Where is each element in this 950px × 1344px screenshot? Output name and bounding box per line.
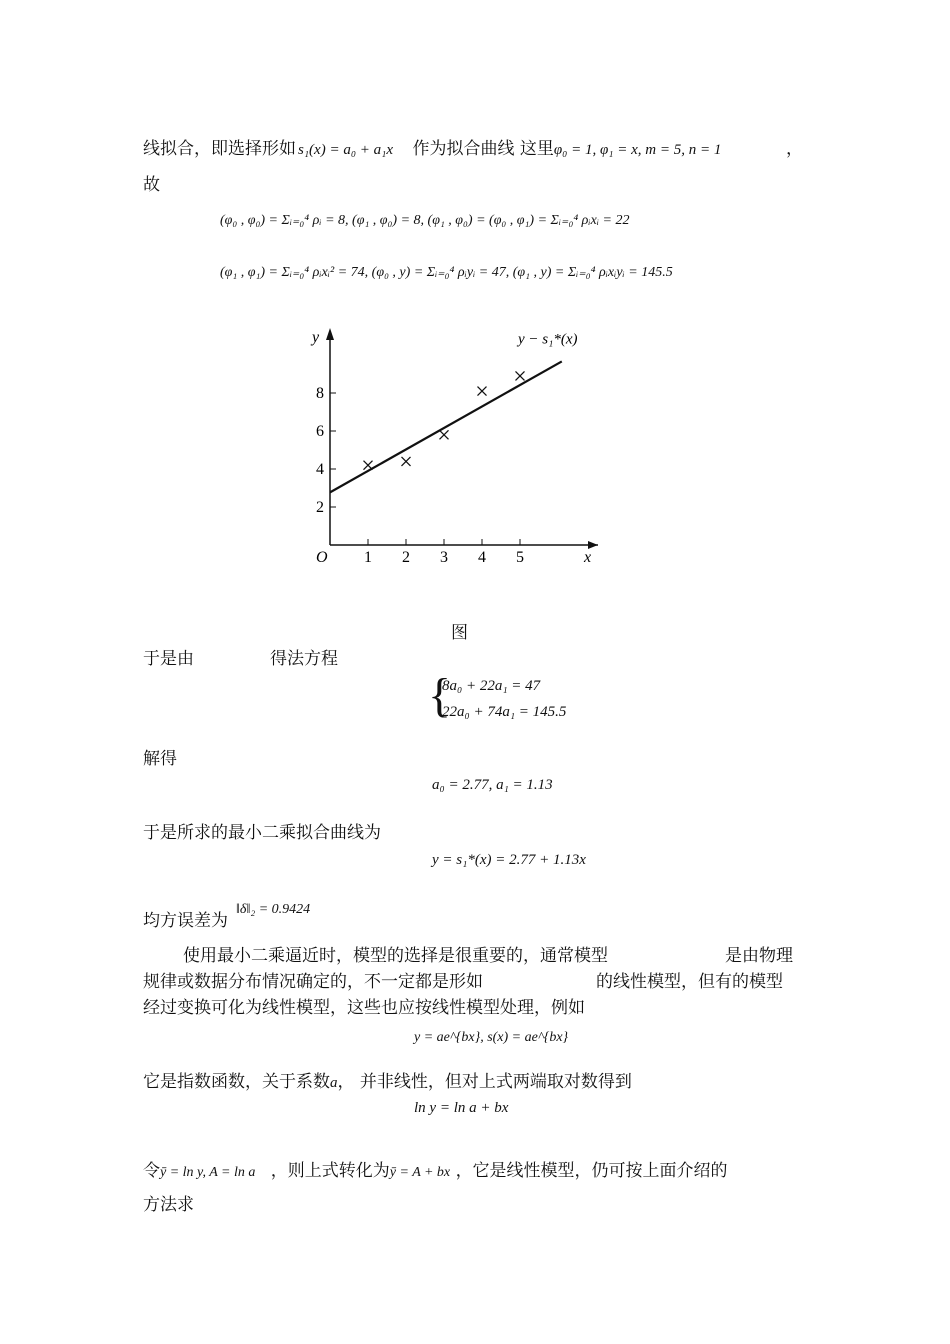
exp-text-b: ， 并非线性，但对上式两端取对数得到 [337, 1072, 632, 1092]
intro-lead: 线拟合，即选择形如 [143, 139, 296, 159]
final-d: 方法求 [143, 1195, 194, 1215]
error-label: 均方误差为 [143, 911, 228, 931]
exp-model: y = ae^{bx}, s(x) = ae^{bx} [414, 1030, 569, 1045]
fit-line-label: y − s₁*(x) [518, 331, 578, 348]
y-tick-label: 2 [316, 499, 324, 516]
x-axis-label: x [584, 549, 592, 566]
curve-equation: y = s₁*(x) = 2.77 + 1.13x [432, 852, 586, 868]
intro-comma: ， [786, 139, 803, 159]
x-tick-label: 5 [516, 549, 524, 566]
paragraph-line3: 经过变换可化为线性模型，这些也应按线性模型处理，例如 [143, 998, 585, 1018]
solve-result: a₀ = 2.77, a₁ = 1.13 [432, 777, 553, 793]
data-point [402, 457, 411, 466]
normal-eq-lead-b: 得法方程 [270, 649, 338, 669]
x-tick-label: 3 [440, 549, 448, 566]
exp-coef: a [330, 1075, 338, 1091]
y-tick-label: 6 [316, 423, 324, 440]
final-line [143, 1156, 728, 1181]
y-axis-arrow [326, 328, 334, 340]
data-point [440, 430, 449, 439]
data-point [478, 387, 487, 396]
figure-caption: 图 [451, 623, 468, 643]
paragraph-line2b: 的线性模型，但有的模型 [596, 972, 783, 992]
brace-symbol: { [428, 669, 452, 722]
exp-text [143, 1067, 632, 1092]
y-tick-label: 4 [316, 461, 324, 478]
y-axis-label: y [312, 329, 320, 346]
normal-eq-2: 22a₀ + 74a₁ = 145.5 [442, 704, 567, 720]
solve-label: 解得 [143, 749, 177, 769]
x-axis-arrow [588, 541, 598, 549]
intro-so: 故 [143, 175, 160, 195]
normal-eq-lead-a: 于是由 [143, 649, 194, 669]
params-formula: φ₀ = 1, φ₁ = x, m = 5, n = 1 [553, 142, 722, 158]
final-lin: ȳ = A + bx [389, 1165, 451, 1180]
origin-label: O [316, 549, 328, 566]
normal-eq-1: 8a₀ + 22a₁ = 47 [442, 678, 541, 694]
intro-mid: 作为拟合曲线 这里 [412, 139, 554, 159]
final-c: ，它是线性模型，仍可按上面介绍的 [455, 1161, 728, 1181]
curve-label: 于是所求的最小二乘拟合曲线为 [143, 823, 381, 843]
x-tick-label: 1 [364, 549, 372, 566]
data-point [364, 461, 373, 470]
intro-line [143, 134, 721, 159]
x-tick-label: 2 [402, 549, 410, 566]
final-a: 令 [143, 1161, 160, 1181]
data-point [516, 371, 525, 380]
paragraph-line1b: 是由物理 [725, 946, 793, 966]
fit-chart [300, 322, 610, 567]
error-value: ‖δ‖₂ = 0.9424 [236, 902, 311, 917]
fit-line [330, 361, 562, 492]
paragraph-line2a: 规律或数据分布情况确定的，不一定都是形如 [143, 972, 483, 992]
y-tick-label: 8 [316, 385, 324, 402]
final-sub: ȳ = ln y, A = ln a [160, 1165, 256, 1180]
model-formula: s₁(x) = a₀ + a₁x [298, 142, 394, 158]
x-tick-label: 4 [478, 549, 486, 566]
inner-products-line2: (φ₁ , φ₁) = Σᵢ₌₀⁴ ρᵢxᵢ² = 74, (φ₀ , y) = Σᵢ₌₀⁴ ρᵢyᵢ = 47, (φ₁ , y) = Σᵢ₌₀⁴ ρᵢxᵢyᵢ = 145.5 [220, 265, 673, 280]
final-b: ，则上式转化为 [270, 1161, 390, 1181]
paragraph-line1a: 使用最小二乘逼近时，模型的选择是很重要的，通常模型 [183, 946, 608, 966]
inner-products-line1: (φ₀ , φ₀) = Σᵢ₌₀⁴ ρᵢ = 8, (φ₁ , φ₀) = 8, (φ₁ , φ₀) = (φ₀ , φ₁) = Σᵢ₌₀⁴ ρᵢxᵢ = 22 [220, 213, 630, 228]
log-equation: ln y = ln a + bx [414, 1100, 509, 1116]
exp-text-a: 它是指数函数，关于系数 [143, 1072, 330, 1092]
